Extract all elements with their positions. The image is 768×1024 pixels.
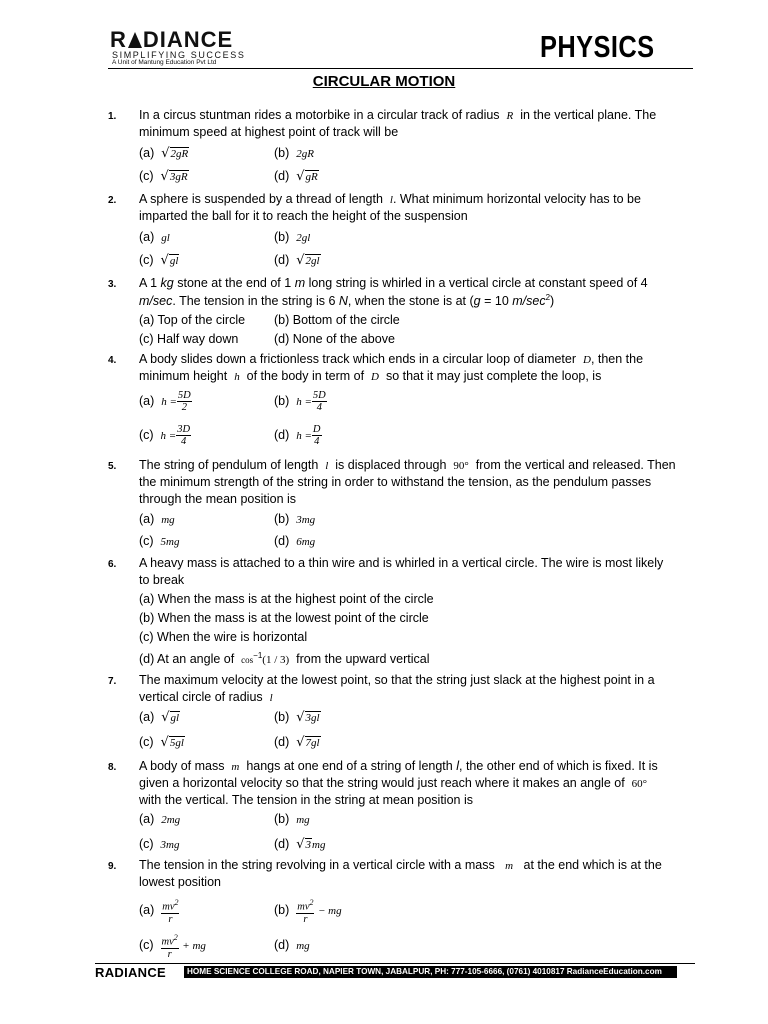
question-number: 8. (108, 762, 117, 773)
option-a: (a) √2gR (139, 146, 189, 161)
question-text: minimum speed at highest point of track will be (139, 125, 399, 139)
option-a: (a) mg (139, 512, 175, 526)
question-number: 9. (108, 861, 117, 872)
question-text: m/sec. The tension in the string is 6 N, when the stone is at (g = 10 $m/\sec^2$) (139, 293, 555, 309)
question-text: with the vertical. The tension in the string at mean position is (139, 793, 473, 807)
question-text: through the mean position is (139, 492, 297, 506)
question-number: 6. (108, 559, 117, 570)
question-text: A body of mass m hangs at one end of a string of length l, the other end of which is fixed. It is (139, 759, 658, 773)
option-c: (c) 5mg (139, 534, 180, 548)
option-b: (b) 3mg (274, 512, 316, 526)
option-d: (d) √3mg (274, 837, 326, 852)
option-d: (d) mg (274, 938, 310, 952)
option-b: (b) $\frac{mv^2}{r}$ − mg (274, 898, 342, 925)
option-b: (b) √3gl (274, 710, 320, 725)
option-b: (b) Bottom of the circle (274, 313, 400, 327)
option-a: (a) $\frac{mv^2}{r}$ (139, 898, 179, 925)
question-number: 7. (108, 676, 117, 687)
question-text: The string of pendulum of length l is displaced through 90° from the vertical and released. Then (139, 458, 676, 472)
question-number: 5. (108, 461, 117, 472)
question-number: 4. (108, 355, 117, 366)
option-d: (d) √7gl (274, 735, 320, 750)
footer-address: HOME SCIENCE COLLEGE ROAD, NAPIER TOWN, JABALPUR, PH: 777-105-6666, (0761) 4010817 RadianceEducation.com (184, 966, 677, 978)
option-b: (b) mg (274, 812, 310, 826)
question-text: A heavy mass is attached to a thin wire and is whirled in a vertical circle. The wire is most likely (139, 556, 664, 570)
option-c: (c) Half way down (139, 332, 239, 346)
logo-wordmark: R DIANCE (110, 27, 234, 52)
question-text: to break (139, 573, 185, 587)
question-text: The maximum velocity at the lowest point, so that the string just slack at the highest point in a (139, 673, 655, 687)
logo-triangle-icon (128, 32, 142, 48)
option-b: (b) h = $\frac{5D}{4}$ (274, 390, 326, 413)
option-b: (b) When the mass is at the lowest point of the circle (139, 611, 429, 625)
question-number: 1. (108, 111, 117, 122)
subject-heading: PHYSICS (540, 29, 655, 64)
option-a: (a) 2mg (139, 812, 181, 826)
option-c: (c) h = $\frac{3D}{4}$ (139, 424, 191, 447)
option-b: (b) 2gR (274, 146, 314, 160)
option-d: (d) h = $\frac{D}{4}$ (274, 424, 321, 447)
radiance-logo (108, 27, 286, 66)
page-title: CIRCULAR MOTION (312, 73, 456, 90)
footer-divider (95, 963, 695, 964)
option-c: (c) √gl (139, 253, 179, 268)
option-a: (a) h = $\frac{5D}{2}$ (139, 390, 191, 413)
option-d: (d) None of the above (274, 332, 395, 346)
question-text: vertical circle of radius l (139, 690, 273, 704)
logo-tagline: SIMPLIFYING SUCCESS (112, 50, 246, 60)
option-c: (c) √5gl (139, 735, 184, 750)
option-c: (c) 3mg (139, 837, 180, 851)
option-b: (b) 2gl (274, 230, 311, 244)
option-a: (a) √gl (139, 710, 180, 725)
question-text: A 1 kg stone at the end of 1 m long string is whirled in a vertical circle at constant speed of 4 (139, 276, 648, 290)
option-d: (d) At an angle of $\cos^{-1}(1 / 3)$ from the upward vertical (139, 651, 430, 667)
option-d: (d) √gR (274, 169, 318, 184)
question-text: lowest position (139, 875, 221, 889)
question-text: given a horizontal velocity so that the string would just reach where it makes an angle of 60° (139, 776, 648, 790)
option-d: (d) 6mg (274, 534, 316, 548)
option-a: (a) gl (139, 230, 170, 244)
question-text: The tension in the string revolving in a vertical circle with a mass m at the end which is at the (139, 858, 662, 872)
question-text: In a circus stuntman rides a motorbike in a circular track of radius R in the vertical plane. The (139, 108, 657, 122)
question-text: minimum height h of the body in term of D so that it may just complete the loop, is (139, 369, 602, 383)
option-c: (c) √3gR (139, 169, 188, 184)
option-c: (c) When the wire is horizontal (139, 630, 308, 644)
question-text: A sphere is suspended by a thread of length l. What minimum horizontal velocity has to be (139, 192, 641, 206)
option-a: (a) When the mass is at the highest point of the circle (139, 592, 434, 606)
option-a: (a) Top of the circle (139, 313, 246, 327)
header-divider (108, 68, 693, 69)
question-number: 2. (108, 195, 117, 206)
footer-logo: RADIANCE (95, 965, 167, 980)
question-text: imparted the ball for it to reach the height of the suspension (139, 209, 468, 223)
question-text: the minimum strength of the string in order to withstand the tension, as the pendulum passes (139, 475, 652, 489)
question-text: A body slides down a frictionless track which ends in a circular loop of diameter D, then the (139, 352, 644, 366)
question-number: 3. (108, 279, 117, 290)
option-c: (c) $\frac{mv^2}{r}$ + mg (139, 933, 206, 960)
option-d: (d) √2gl (274, 253, 320, 268)
logo-subline: A Unit of Mantung Education Pvt Ltd (112, 59, 217, 66)
